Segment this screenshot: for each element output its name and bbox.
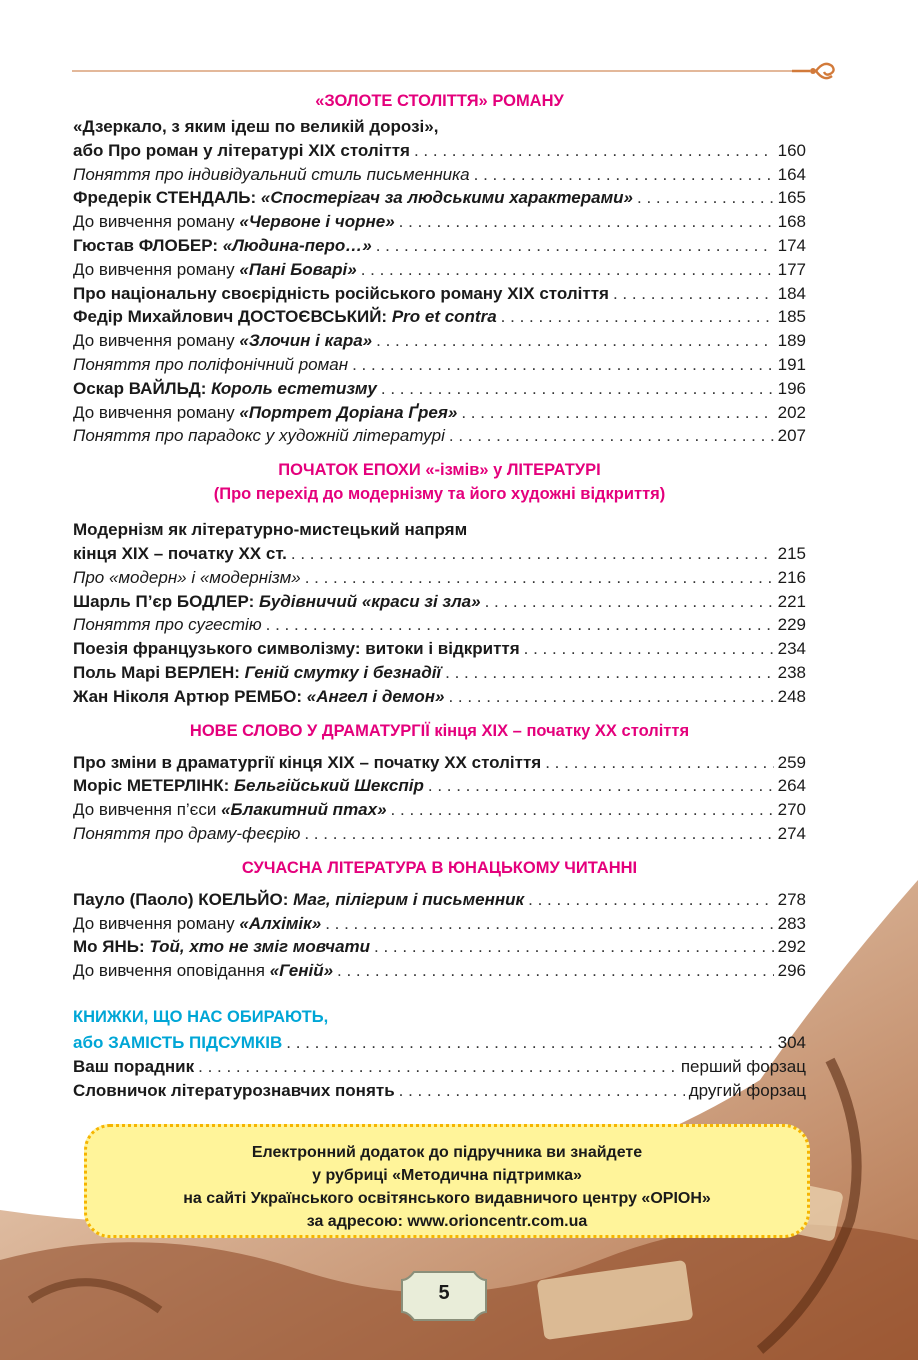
dot-leader	[414, 139, 774, 163]
dot-leader	[381, 377, 774, 401]
entry-subtitle: Геній смутку і безнадії	[244, 662, 442, 682]
toc-entry[interactable]	[73, 1055, 806, 1079]
page-number: 283	[777, 913, 806, 933]
toc-entry[interactable]	[73, 613, 806, 637]
entry-subtitle: Бельгійський Шекспір	[234, 776, 424, 796]
entry-title: ЗАМІСТЬ ПІДСУМКІВ	[108, 1032, 283, 1052]
section-title: «ЗОЛОТЕ СТОЛІТТЯ» РОМАНУ	[315, 92, 564, 110]
entry-work: «Блакитний птах»	[221, 800, 387, 820]
entry-work: «Портрет Доріана Ґрея»	[239, 402, 458, 422]
page-number: 248	[777, 686, 806, 706]
entry-subtitle: Pro et contra	[391, 307, 497, 327]
notice-line: Електронний додаток до підручника ви знайдете	[251, 1144, 643, 1161]
toc-entry[interactable]	[73, 305, 806, 329]
page-number: 292	[777, 937, 806, 957]
dot-leader	[474, 163, 774, 187]
entry-subtitle: «Спостерігач за людськими характерами»	[260, 188, 634, 208]
page-reference: другий форзац	[688, 1080, 806, 1100]
notice-line: на сайті Українського освітянського видавничого центру «ОРІОН»	[183, 1190, 711, 1207]
toc-entry-lead[interactable]	[73, 518, 806, 542]
entry-text: або Про роман у літературі XIX століття	[73, 140, 410, 160]
entry-subtitle: Будівничий «краси зі зла»	[259, 591, 481, 611]
entry-subtitle: Король естетизму	[211, 378, 377, 398]
toc-entry[interactable]	[73, 163, 806, 187]
entry-text: Поезія французького символізму: витоки і відкриття	[73, 639, 520, 659]
toc-entry[interactable]	[73, 959, 806, 983]
entry-author: Мо ЯНЬ:	[73, 937, 150, 957]
entry-text: Про зміни в драматургії кінця XIX – початку XX століття	[73, 752, 542, 772]
toc-entry[interactable]	[73, 282, 806, 306]
toc-entry[interactable]	[73, 1031, 806, 1055]
toc-entry[interactable]	[73, 822, 806, 846]
dot-leader	[361, 258, 774, 282]
dot-leader	[485, 590, 774, 614]
dot-leader	[305, 566, 774, 590]
toc-entry[interactable]	[73, 798, 806, 822]
entry-author: Гюстав ФЛОБЕР:	[73, 235, 223, 255]
dot-leader	[449, 424, 774, 448]
entry-subtitle: Маг, пілігрим і письменник	[293, 889, 525, 909]
toc-entry[interactable]	[73, 774, 806, 798]
page-number: 270	[777, 800, 806, 820]
entry-text: Поняття про драму-феєрію	[73, 823, 301, 843]
entry-author: Пауло (Паоло) КОЕЛЬЙО:	[73, 889, 294, 909]
toc-entry[interactable]	[73, 888, 806, 912]
entry-text: кінця XIX – початку XX ст.	[73, 543, 287, 563]
entry-text: Про «модерн» і «модернізм»	[73, 567, 301, 587]
page-number: 234	[777, 639, 806, 659]
dot-leader	[501, 305, 774, 329]
final-section-title: КНИЖКИ, ЩО НАС ОБИРАЮТЬ,	[73, 1007, 329, 1026]
entry-text: Про національну своєрідність російського роману XIX століття	[73, 283, 609, 303]
entry-text: або	[73, 1032, 109, 1052]
toc-entry[interactable]	[73, 542, 806, 566]
entry-text: Поняття про сугестію	[73, 615, 262, 635]
entry-author: Шарль П’єр БОДЛЕР:	[73, 591, 260, 611]
dot-leader	[325, 912, 773, 936]
dot-leader	[428, 774, 774, 798]
page-number: 207	[777, 426, 806, 446]
section-subtitle: (Про перехід до модернізму та його художні відкриття)	[213, 485, 666, 504]
page-number: 168	[777, 212, 806, 232]
page-number: 165	[777, 188, 806, 208]
entry-work: «Алхімік»	[239, 913, 322, 933]
dot-leader	[286, 1031, 773, 1055]
toc-entry[interactable]	[73, 353, 806, 377]
page-number: 216	[777, 567, 806, 587]
page-number: 177	[777, 259, 806, 279]
dot-leader	[304, 822, 773, 846]
page-number: 185	[777, 307, 806, 327]
entry-work: «Геній»	[269, 961, 334, 981]
page-number: 296	[777, 961, 806, 981]
page-number: 238	[777, 662, 806, 682]
page-number: 274	[777, 823, 806, 843]
section-title: НОВЕ СЛОВО У ДРАМАТУРГІЇ кінця XIX – початку XX століття	[189, 721, 690, 740]
entry-text: Модернізм як літературно-мистецький напрям	[73, 520, 468, 540]
dot-leader	[528, 888, 773, 912]
toc-entry[interactable]	[73, 139, 806, 163]
toc-entry[interactable]	[73, 377, 806, 401]
dot-leader	[399, 210, 774, 234]
toc-entry-lead[interactable]	[73, 115, 806, 139]
top-rule	[72, 70, 798, 72]
entry-text: «Дзеркало, з яким ідеш по великій дорозі»,	[73, 117, 439, 136]
dot-leader	[399, 1079, 685, 1103]
toc-entry[interactable]	[73, 401, 806, 425]
toc-entry[interactable]	[73, 186, 806, 210]
entry-text: До вивчення п’єси	[73, 800, 222, 820]
dot-leader	[266, 613, 774, 637]
entry-subtitle: «Ангел і демон»	[306, 686, 445, 706]
page-number: 184	[777, 283, 806, 303]
dot-leader	[337, 959, 774, 983]
dot-leader	[448, 685, 773, 709]
toc-entry[interactable]	[73, 1079, 806, 1103]
page-number: 160	[777, 140, 806, 160]
toc-entry[interactable]	[73, 685, 806, 709]
page-number: 221	[777, 591, 806, 611]
entry-text: Словничок літературознавчих понять	[73, 1080, 395, 1100]
toc-entry[interactable]	[73, 935, 806, 959]
toc-entry[interactable]	[73, 329, 806, 353]
toc-entry[interactable]	[73, 751, 806, 775]
entry-author: Федір Михайлович ДОСТОЄВСЬКИЙ:	[73, 307, 392, 327]
page-number: 174	[777, 235, 806, 255]
entry-text: До вивчення роману	[73, 331, 240, 351]
dot-leader	[198, 1055, 677, 1079]
toc-entry[interactable]	[73, 424, 806, 448]
entry-text: Поняття про парадокс у художній літературі	[73, 426, 445, 446]
entry-text: До вивчення роману	[73, 402, 240, 422]
entry-author: Оскар ВАЙЛЬД:	[73, 378, 212, 398]
dot-leader	[637, 186, 774, 210]
toc-entry[interactable]	[73, 258, 806, 282]
entry-author: Моріс МЕТЕРЛІНК:	[73, 776, 235, 796]
dot-leader	[461, 401, 773, 425]
toc-entry[interactable]	[73, 234, 806, 258]
entry-text: Поняття про поліфонічний роман	[73, 354, 349, 374]
dot-leader	[291, 542, 774, 566]
page-number: 5	[438, 1282, 450, 1304]
page-number: 191	[777, 354, 806, 374]
notice-url-line[interactable]: за адресою: www.orioncentr.com.ua	[306, 1213, 588, 1230]
toc-entry[interactable]	[73, 912, 806, 936]
electronic-supplement-notice	[84, 1124, 810, 1238]
page-number: 259	[777, 752, 806, 772]
entry-author: Поль Марі ВЕРЛЕН:	[73, 662, 245, 682]
entry-subtitle: Той, хто не зміг мовчати	[149, 937, 371, 957]
page-reference: перший форзац	[680, 1056, 806, 1076]
entry-work: «Пані Боварі»	[239, 259, 357, 279]
page-number: 196	[777, 378, 806, 398]
entry-text: Поняття про індивідуальний стиль письменника	[73, 164, 470, 184]
entry-work: «Червоне і чорне»	[239, 212, 395, 232]
section-title: СУЧАСНА ЛІТЕРАТУРА В ЮНАЦЬКОМУ ЧИТАННІ	[241, 858, 638, 877]
page-number: 215	[777, 543, 806, 563]
dot-leader	[391, 798, 774, 822]
dot-leader	[445, 661, 773, 685]
toc-entry[interactable]	[73, 566, 806, 590]
dot-leader	[613, 282, 774, 306]
dot-leader	[352, 353, 774, 377]
entry-text: До вивчення оповідання	[73, 961, 270, 981]
section-title: ПОЧАТОК ЕПОХИ «-ізмів» у ЛІТЕРАТУРІ	[278, 461, 601, 480]
entry-text: До вивчення роману	[73, 259, 240, 279]
table-of-contents	[73, 91, 806, 1102]
page-number: 164	[777, 164, 806, 184]
entry-text: До вивчення роману	[73, 212, 240, 232]
page-number: 189	[777, 331, 806, 351]
toc-entry[interactable]	[73, 637, 806, 661]
toc-entry[interactable]	[73, 661, 806, 685]
entry-author: Жан Ніколя Артюр РЕМБО:	[73, 686, 307, 706]
entry-text: До вивчення роману	[73, 913, 240, 933]
page-number: 264	[777, 776, 806, 796]
page-number: 304	[777, 1032, 806, 1052]
page-number: 202	[777, 402, 806, 422]
entry-author: Фредерік СТЕНДАЛЬ:	[73, 188, 261, 208]
dot-leader	[545, 751, 773, 775]
notice-line: у рубриці «Методична підтримка»	[312, 1167, 582, 1184]
entry-subtitle: «Людина-перо…»	[222, 235, 372, 255]
page-number: 278	[777, 889, 806, 909]
page-number: 229	[777, 615, 806, 635]
dot-leader	[376, 329, 773, 353]
dot-leader	[376, 234, 774, 258]
flourish-ornament-icon	[790, 56, 838, 86]
toc-entry[interactable]	[73, 210, 806, 234]
entry-work: «Злочин і кара»	[239, 331, 373, 351]
dot-leader	[524, 637, 774, 661]
dot-leader	[374, 935, 774, 959]
toc-entry[interactable]	[73, 590, 806, 614]
entry-text: Ваш порадник	[73, 1056, 195, 1076]
